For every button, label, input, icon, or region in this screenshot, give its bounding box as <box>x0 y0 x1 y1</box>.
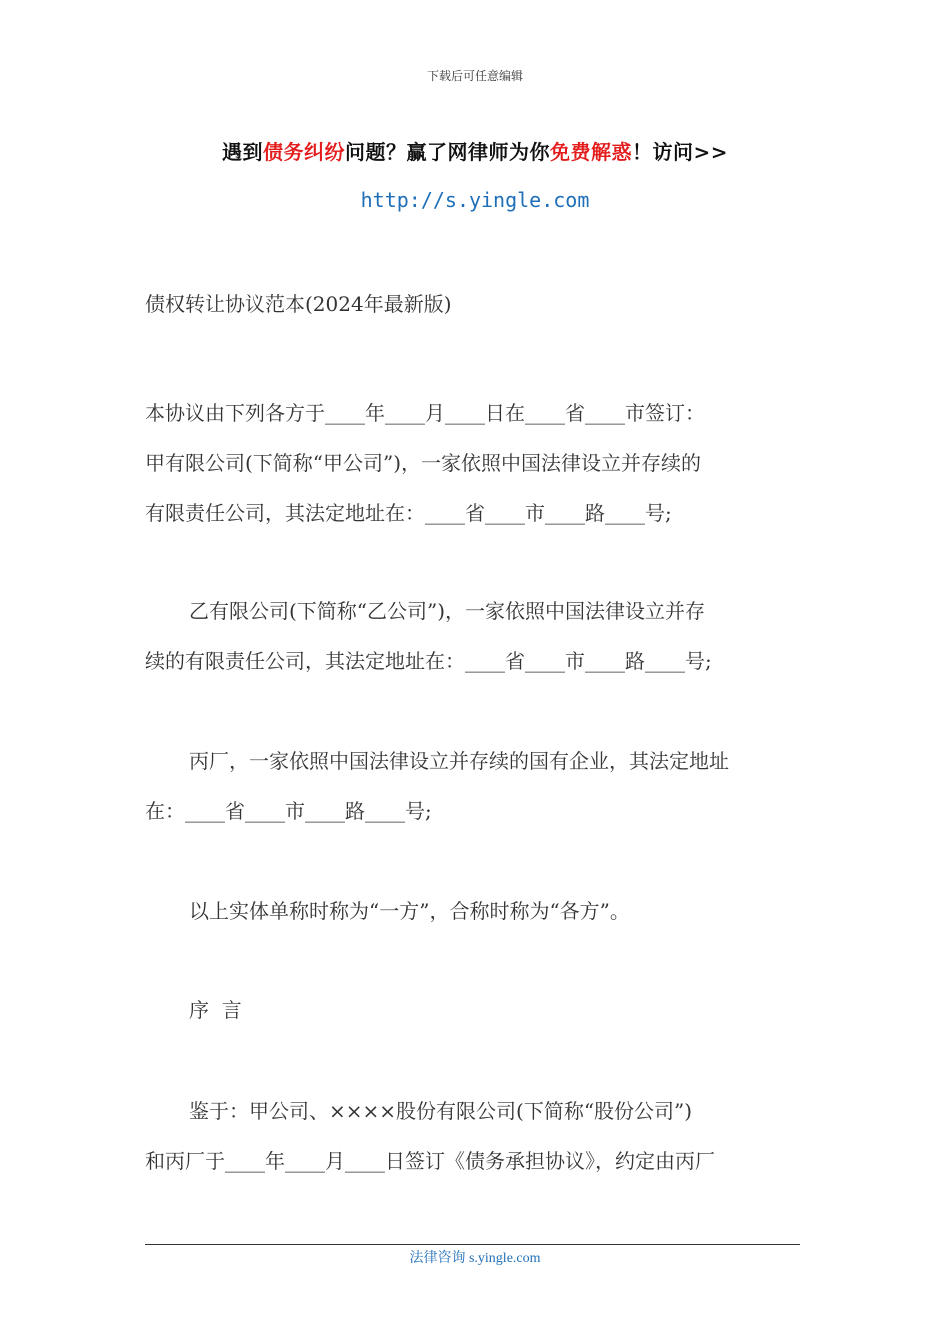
ad-text-2: 问题？赢了网律师为你 <box>344 140 550 164</box>
paragraph-whereas <box>145 1086 800 1186</box>
party-b-line-2: 续的有限责任公司，其法定地址在：____省____市____路____号; <box>145 649 712 673</box>
intro-line-3: 有限责任公司，其法定地址在：____省____市____路____号; <box>145 501 672 525</box>
footer-divider <box>145 1244 800 1245</box>
header-note: 下载后可任意编辑 <box>426 69 523 83</box>
ad-highlight-free-answer: 免费解惑 <box>549 140 632 164</box>
document-title: 债权转让协议范本(2024年最新版) <box>145 292 452 316</box>
ad-highlight-debt-dispute: 债务纠纷 <box>262 140 345 164</box>
party-c-line-1: 丙厂，一家依照中国法律设立并存续的国有企业，其法定地址 <box>189 749 729 773</box>
intro-line-1: 本协议由下列各方于____年____月____日在____省____市签订： <box>145 401 705 425</box>
whereas-line-2: 和丙厂于____年____月____日签订《债务承担协议》，约定由丙厂 <box>145 1149 715 1173</box>
party-c-line-2: 在：____省____市____路____号; <box>145 799 432 823</box>
ad-text-1: 遇到 <box>221 140 263 164</box>
ad-banner[interactable] <box>0 136 950 165</box>
preface-heading: 序 言 <box>189 998 242 1022</box>
paragraph-intro <box>145 388 800 538</box>
party-b-line-1: 乙有限公司(下简称“乙公司”)，一家依照中国法律设立并存 <box>189 599 706 623</box>
paragraph-party-b <box>145 586 800 686</box>
whereas-line-1: 鉴于：甲公司、××××股份有限公司(下简称“股份公司”) <box>189 1099 693 1123</box>
intro-line-2: 甲有限公司(下简称“甲公司”)，一家依照中国法律设立并存续的 <box>145 451 702 475</box>
paragraph-party-c <box>145 736 800 836</box>
ad-link[interactable]: http://s.yingle.com <box>360 188 590 212</box>
paragraph-entities <box>145 886 800 936</box>
ad-text-3: ！访问>> <box>631 140 728 164</box>
footer-link[interactable]: 法律咨询 s.yingle.com <box>409 1251 541 1266</box>
section-heading-preface <box>145 985 800 1035</box>
entities-line: 以上实体单称时称为“一方”，合称时称为“各方”。 <box>189 899 630 923</box>
